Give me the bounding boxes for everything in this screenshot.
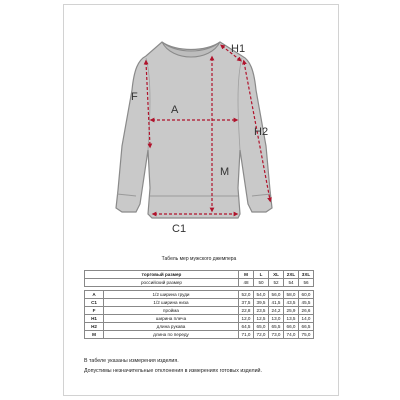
table-row [85,307,314,315]
size-table [84,270,314,339]
russian-size-cell: 52 [269,279,284,287]
table-row [85,299,314,307]
russian-size-cell: 56 [299,279,314,287]
note-line-1: В табеле указаны измерения изделия. [84,358,179,364]
value-cell: 45,5 [299,299,314,307]
row-desc: длина по переду [104,331,239,339]
value-cell: 25,9 [284,307,299,315]
value-cell: 37,5 [239,299,254,307]
value-cell: 22,8 [239,307,254,315]
russian-size-cell: 48 [239,279,254,287]
row-desc: пройма [104,307,239,315]
value-cell: 65,0 [254,323,269,331]
value-cell: 66,5 [299,323,314,331]
value-cell: 58,0 [284,291,299,299]
label-m: M [220,166,230,178]
label-h2: H2 [254,126,269,138]
value-cell: 41,5 [269,299,284,307]
header-russian-label: российский размер [85,279,239,287]
row-desc: 1/2 ширина низа [104,299,239,307]
value-cell: 12,0 [239,315,254,323]
value-cell: 14,0 [299,315,314,323]
value-cell: 75,0 [299,331,314,339]
value-cell: 73,0 [269,331,284,339]
table-row [85,331,314,339]
size-cell: 2XL [284,271,299,279]
value-cell: 24,2 [269,307,284,315]
table-row [85,291,314,299]
row-code: C1 [85,299,104,307]
table-row [85,315,314,323]
value-cell: 60,0 [299,291,314,299]
row-desc: ширина плеча [104,315,239,323]
value-cell: 13,5 [284,315,299,323]
note-line-2: Допустимы незначительные отклонения в измерениях готовых изделий. [84,368,262,374]
value-cell: 39,5 [254,299,269,307]
row-desc: 1/2 ширина груди [104,291,239,299]
row-code: H1 [85,315,104,323]
value-cell: 12,5 [254,315,269,323]
label-a: A [171,104,179,116]
value-cell: 64,5 [239,323,254,331]
value-cell: 43,5 [284,299,299,307]
value-cell: 65,5 [269,323,284,331]
value-cell: 54,0 [254,291,269,299]
header-trade-label: торговый размер [85,271,239,279]
value-cell: 56,0 [269,291,284,299]
sweater-body [116,42,272,218]
label-h1: H1 [231,43,246,55]
value-cell: 74,0 [284,331,299,339]
table-title: Табель мер мужского джемпера [161,256,237,262]
row-desc: длина рукава [104,323,239,331]
size-cell: XL [269,271,284,279]
russian-size-cell: 54 [284,279,299,287]
label-c1: C1 [172,223,187,235]
value-cell: 71,0 [239,331,254,339]
value-cell: 66,0 [284,323,299,331]
table-row [85,323,314,331]
size-cell: M [239,271,254,279]
russian-size-cell: 50 [254,279,269,287]
row-code: M [85,331,104,339]
value-cell: 72,0 [254,331,269,339]
row-code: A [85,291,104,299]
size-cell: 3XL [299,271,314,279]
header-row-trade [85,271,314,279]
value-cell: 52,0 [239,291,254,299]
value-cell: 13,0 [269,315,284,323]
row-code: F [85,307,104,315]
label-f: F [131,91,138,103]
value-cell: 23,5 [254,307,269,315]
value-cell: 26,6 [299,307,314,315]
size-cell: L [254,271,269,279]
row-code: H2 [85,323,104,331]
header-row-russian [85,279,314,287]
